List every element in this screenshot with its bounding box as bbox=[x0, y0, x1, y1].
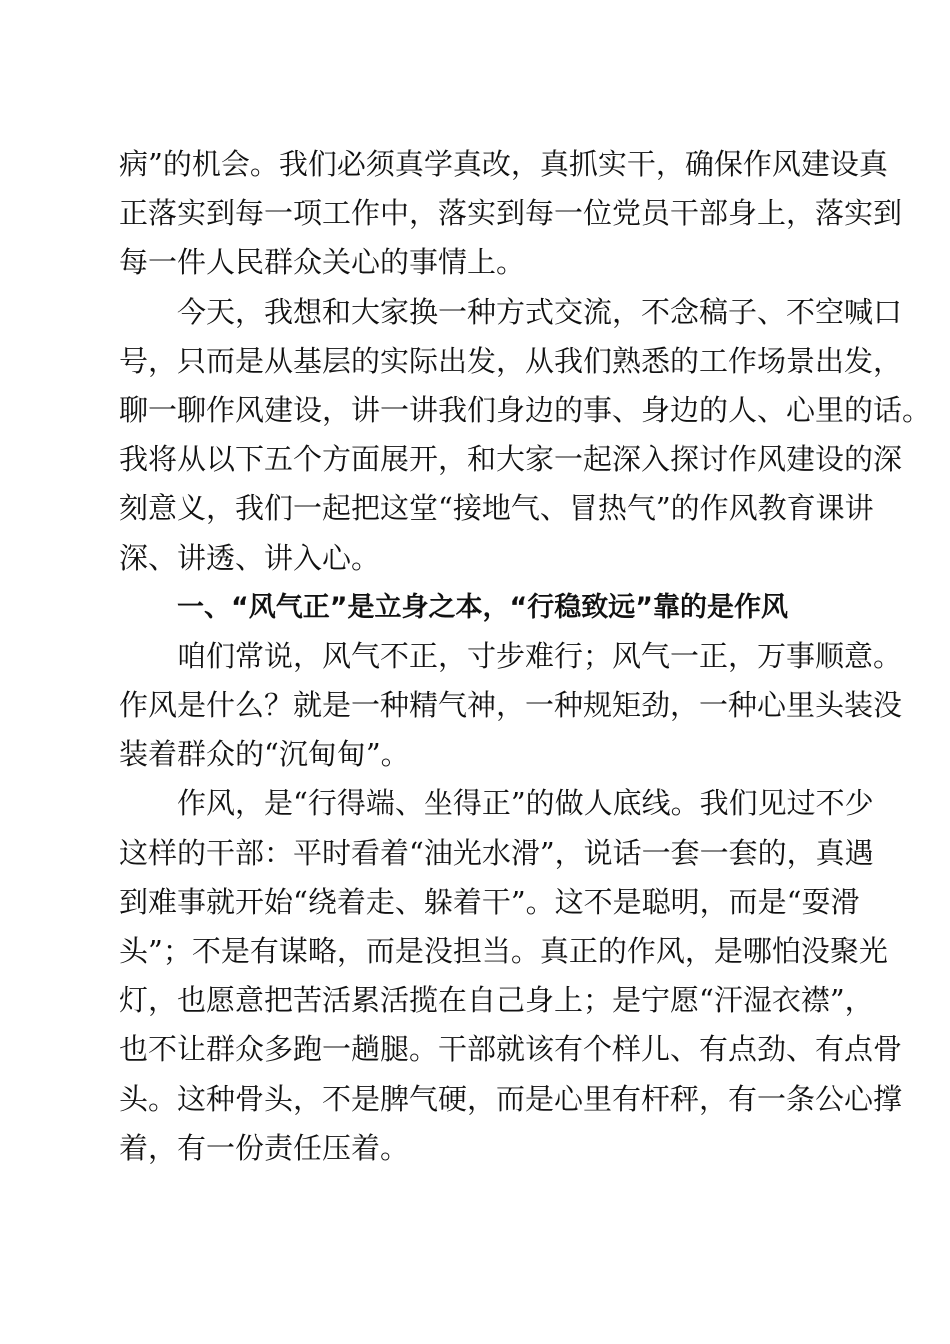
body-line: 每一件人民群众关心的事情上。 bbox=[119, 245, 526, 280]
body-line: 刻意义，我们一起把这堂“接地气、冒热气”的作风教育课讲 bbox=[119, 491, 874, 526]
body-line: 今天，我想和大家换一种方式交流，不念稿子、不空喊口 bbox=[177, 294, 903, 329]
body-line: 病”的机会。我们必须真学真改，真抓实干，确保作风建设真 bbox=[119, 147, 888, 181]
body-line: 头。这种骨头，不是脾气硬，而是心里有杆秤，有一条公心撑 bbox=[119, 1081, 903, 1116]
body-line: 正落实到每一项工作中，落实到每一位党员干部身上，落实到 bbox=[119, 196, 903, 231]
body-line: 到难事就开始“绕着走、躲着干”。这不是聪明，而是“耍滑 bbox=[119, 884, 860, 919]
body-line: 作风是什么？就是一种精气神，一种规矩劲，一种心里头装没 bbox=[119, 688, 903, 723]
body-line: 聊一聊作风建设，讲一讲我们身边的事、身边的人、心里的话。 bbox=[119, 392, 932, 427]
body-line: 头”；不是有谋略，而是没担当。真正的作风，是哪怕没聚光 bbox=[119, 934, 888, 968]
body-line: 装着群众的“沉甸甸”。 bbox=[119, 737, 410, 772]
body-line: 着，有一份责任压着。 bbox=[119, 1130, 410, 1165]
body-line: 也不让群众多跑一趟腿。干部就该有个样儿、有点劲、有点骨 bbox=[119, 1032, 903, 1067]
body-line: 咱们常说，风气不正，寸步难行；风气一正，万事顺意。 bbox=[177, 638, 903, 673]
body-line: 这样的干部：平时看着“油光水滑”，说话一套一套的，真遇 bbox=[119, 835, 874, 870]
document-body bbox=[119, 140, 932, 1173]
body-line: 号，只而是从基层的实际出发，从我们熟悉的工作场景出发， bbox=[119, 343, 903, 378]
body-line: 作风，是“行得端、坐得正”的做人底线。我们见过不少 bbox=[177, 786, 874, 821]
body-line: 灯，也愿意把苦活累活揽在自己身上；是宁愿“汗湿衣襟”， bbox=[119, 983, 874, 1018]
body-line: 我将从以下五个方面展开，和大家一起深入探讨作风建设的深 bbox=[119, 442, 903, 477]
body-line: 深、讲透、讲入心。 bbox=[119, 540, 381, 575]
section-heading: 一、“风气正”是立身之本，“行稳致远”靠的是作风 bbox=[177, 591, 788, 623]
